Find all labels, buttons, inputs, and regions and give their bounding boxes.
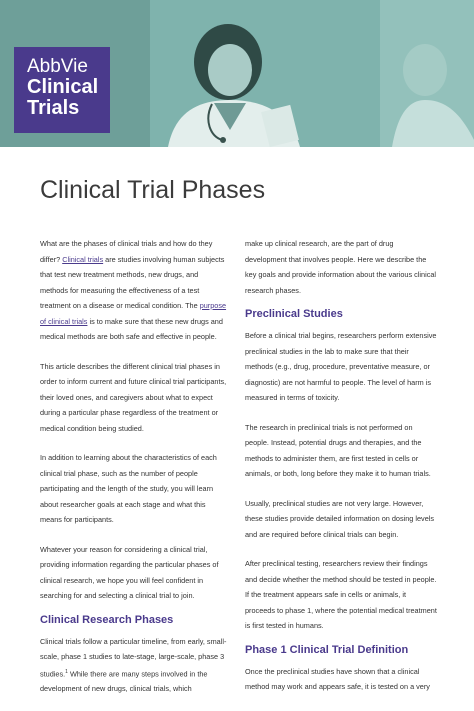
abbvie-clinical-trials-logo xyxy=(14,47,110,133)
left-column xyxy=(40,236,227,711)
intro-paragraph xyxy=(40,236,227,345)
article-description-paragraph: This article describes the different clinical trial phases in order to inform current and future clinical trial participants, their loved ones, and caregivers about what to expect during a particular phase regardless of the treatment or medical condition being studied. xyxy=(40,361,227,433)
purpose-of-clinical-trials-link[interactable]: purpose of clinical trials xyxy=(40,301,227,326)
phase-1-paragraph: Once the preclinical studies have shown that a clinical method may work and appears safe, it is tested on a very xyxy=(245,666,430,691)
logo-line-clinical: Clinical xyxy=(27,76,99,98)
phase-1-heading: Phase 1 Clinical Trial Definition xyxy=(245,643,409,656)
header-banner xyxy=(0,0,474,147)
timeline-text-2: While there are many steps involved in the development of new drugs, clinical trials, which xyxy=(40,668,208,694)
timeline-paragraph xyxy=(40,634,227,697)
logo-line-trials: Trials xyxy=(27,97,80,119)
logo-line-abbvie: AbbVie xyxy=(27,56,88,77)
intro-text-1: What are the phases of clinical trials and how do they differ? xyxy=(40,239,213,264)
considering-trial-paragraph: Whatever your reason for considering a clinical trial, providing information regarding the particular phases of clinical research, we hope you will feel confident in searching for and selecting a clinical trial to join. xyxy=(40,544,219,600)
footnote-ref: 1 xyxy=(65,668,68,675)
preclinical-paragraph-1: Before a clinical trial begins, researchers perform extensive preclinical studies in the lab to make sure that their methods (e.g., drug, procedure, preventative measure, or diagnostic) are not harmful to people. The level of harm is measured in terms of toxicity. xyxy=(245,331,437,402)
preclinical-paragraph-2: The research in preclinical trials is not performed on people. Instead, potential drugs and therapies, and the methods to administer them, are first tested in cells or animals, or both, long before they make it to human trials. xyxy=(245,422,431,478)
page-title: Clinical Trial Phases xyxy=(40,176,266,204)
clinical-trials-link[interactable]: Clinical trials xyxy=(62,254,104,264)
intro-text-3: is to make sure that these new drugs and medical methods are both safe and effective in people. xyxy=(40,316,223,341)
clinical-research-phases-heading: Clinical Research Phases xyxy=(40,613,174,626)
timeline-text-1: Clinical trials follow a particular timeline, from early, small-scale, phase 1 studies to late-stage, large-scale, phase 3 studies. xyxy=(40,636,227,678)
preclinical-paragraph-4: After preclinical testing, researchers review their findings and decide whether the method should be tested in people. If the treatment appears safe in cells or animals, it proceeds to phase 1, where the potential medical treatment is first tested in humans. xyxy=(245,559,437,630)
right-column xyxy=(245,236,437,709)
phase-characteristics-paragraph: In addition to learning about the characteristics of each clinical trial phase, such as the number of people participating and the length of the study, you will learn about researcher goals at each stage and what this means for participants. xyxy=(40,453,217,524)
preclinical-studies-heading: Preclinical Studies xyxy=(245,308,343,320)
intro-text-2: are studies involving human subjects that test new treatment methods, new drugs, and methods for measuring the effectiveness of a test treatment on a disease or medical condition. The xyxy=(40,254,225,310)
preclinical-paragraph-3: Usually, preclinical studies are not very large. However, these studies provide detailed information on dosing levels and are required before clinical trials can begin. xyxy=(245,498,435,539)
continuation-paragraph: make up clinical research, are the part of drug development that involves people. Here we describe the key goals and provide information about the various clinical research phases. xyxy=(245,239,437,295)
